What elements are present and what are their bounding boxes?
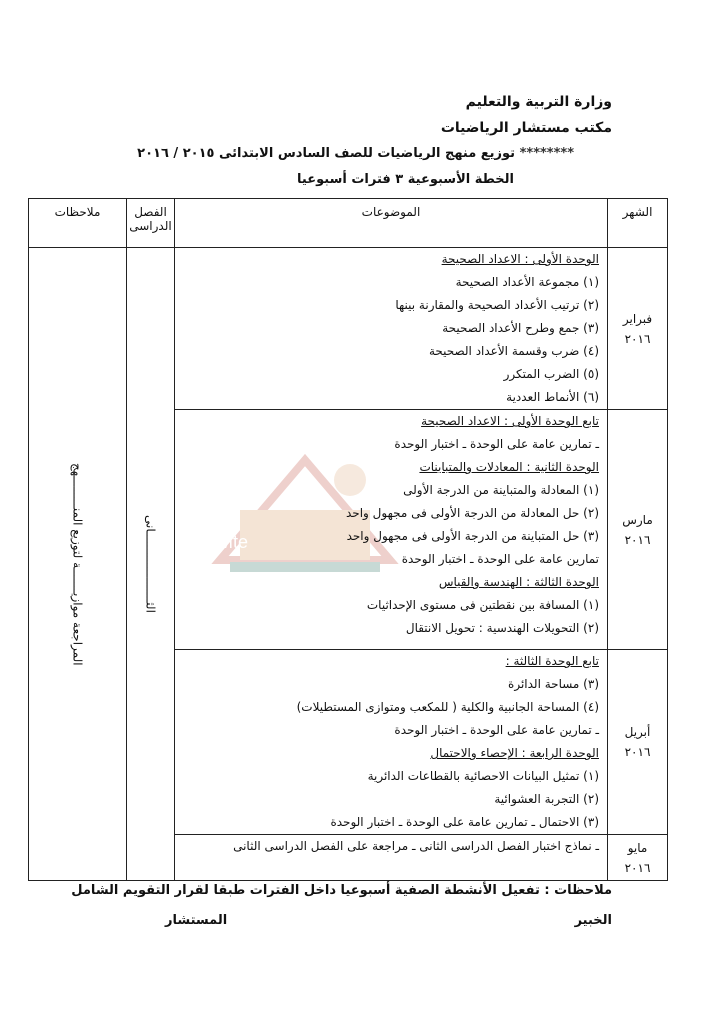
office-title: مكتب مستشار الرياضيات [440, 120, 612, 136]
topic-line: ـ نماذج اختبار الفصل الدراسى الثانى ـ مراجعة على الفصل الدراسى الثانى [233, 839, 599, 853]
notes-cell [29, 248, 127, 881]
month-name: أبريل [624, 725, 651, 739]
topics-cell [175, 835, 608, 881]
topic-line: ـ تمارين عامة على الوحدة ـ اختبار الوحدة [394, 437, 599, 451]
topic-line [175, 456, 607, 479]
unit-heading: تابع الوحدة الثالثة : [505, 654, 599, 668]
topic-line [175, 410, 607, 433]
ministry-title: وزارة التربية والتعليم [465, 94, 612, 110]
topic-line: (١) المعادلة والمتباينة من الدرجة الأولى [403, 483, 599, 497]
month-cell [608, 410, 668, 650]
header-term: الفصل الدراسى [127, 199, 175, 248]
month-name: فبراير [622, 311, 653, 326]
weekly-plan-subtitle: الخطة الأسبوعية ٣ فترات أسبوعيا [297, 172, 514, 187]
topic-line: (٤) المساحة الجانبية والكلية ( للمكعب ومتوازى المستطيلات) [296, 700, 599, 714]
title-stars: ******** [519, 146, 574, 161]
topic-line: (٥) الضرب المتكرر [503, 367, 599, 381]
topic-line [175, 248, 607, 271]
month-name: مايو [627, 840, 648, 855]
month-name: مارس [622, 512, 653, 527]
unit-heading: الوحدة الثالثة : الهندسة والقياس [438, 575, 599, 589]
topic-line: (٢) ترتيب الأعداد الصحيحة والمقارنة بينها [395, 298, 599, 312]
footer-notes: ملاحظات : تفعيل الأنشطة الصفية أسبوعيا داخل الفترات طبقا لقرار التقويم الشامل [71, 883, 612, 898]
topic-line: (٣) الاحتمال ـ تمارين عامة على الوحدة ـ اختبار الوحدة [330, 815, 599, 829]
topic-line: (٢) التحويلات الهندسية : تحويل الانتقال [405, 621, 599, 635]
month-year: ٢٠١٦ [624, 532, 651, 547]
term-cell [127, 248, 175, 881]
curriculum-title: توزيع منهج الرياضيات للصف السادس الابتدائى ٢٠١٥ / ٢٠١٦ [137, 146, 516, 161]
table-row [29, 248, 668, 410]
topic-line: (٣) حل المتباينة من الدرجة الأولى فى مجهول واحد [346, 529, 599, 543]
topic-line [175, 650, 607, 673]
topic-line [175, 571, 607, 594]
month-cell [608, 248, 668, 410]
header-notes: ملاحظات [29, 199, 127, 248]
topics-cell [175, 650, 608, 835]
topic-line: تمارين عامة على الوحدة ـ اختبار الوحدة [401, 552, 599, 566]
unit-heading: الوحدة الثانية : المعادلات والمتباينات [419, 460, 599, 474]
month-year: ٢٠١٦ [624, 745, 651, 759]
topic-line: (٢) التجربة العشوائية [494, 792, 599, 806]
topics-cell [175, 248, 608, 410]
curriculum-table [28, 198, 668, 881]
unit-heading: الوحدة الأولى : الاعداد الصحيحة [441, 252, 599, 266]
header-month: الشهر [608, 199, 668, 248]
signature-expert: الخبير [574, 913, 612, 928]
topic-line: (٤) ضرب وقسمة الأعداد الصحيحة [428, 344, 599, 358]
topic-line [175, 742, 607, 765]
document-title [137, 146, 574, 161]
topic-line: (١) المسافة بين نقطتين فى مستوى الإحداثيات [366, 598, 599, 612]
month-year: ٢٠١٦ [624, 860, 651, 875]
signature-advisor: المستشار [165, 913, 228, 928]
topic-line: (٢) حل المعادلة من الدرجة الأولى فى مجهول واحد [346, 506, 599, 520]
unit-heading: الوحدة الرابعة : الإحصاء والاحتمال [430, 746, 599, 760]
notes-vertical-label: المراجعة موازيـــــــة لتوزيع المنـــــــــهج [70, 462, 85, 666]
month-cell [608, 650, 668, 835]
table-header-row [29, 199, 668, 248]
term-vertical-label: الثــــــــــــــــــــانى [143, 515, 158, 613]
topics-cell [175, 410, 608, 650]
header-topics: الموضوعات [175, 199, 608, 248]
topic-line: (١) تمثيل البيانات الاحصائية بالقطاعات الدائرية [367, 769, 599, 783]
topic-line: ـ تمارين عامة على الوحدة ـ اختبار الوحدة [394, 723, 599, 737]
watermark-text: Egy Mte [181, 532, 248, 552]
topic-line: (٣) جمع وطرح الأعداد الصحيحة [442, 321, 599, 335]
unit-heading: تابع الوحدة الأولى : الاعداد الصحيحة [421, 414, 599, 428]
topic-line: (١) مجموعة الأعداد الصحيحة [455, 275, 599, 289]
topic-line: (٦) الأنماط العددية [506, 390, 599, 404]
topic-line: (٣) مساحة الدائرة [508, 677, 599, 691]
month-cell [608, 835, 668, 881]
month-year: ٢٠١٦ [624, 331, 651, 346]
